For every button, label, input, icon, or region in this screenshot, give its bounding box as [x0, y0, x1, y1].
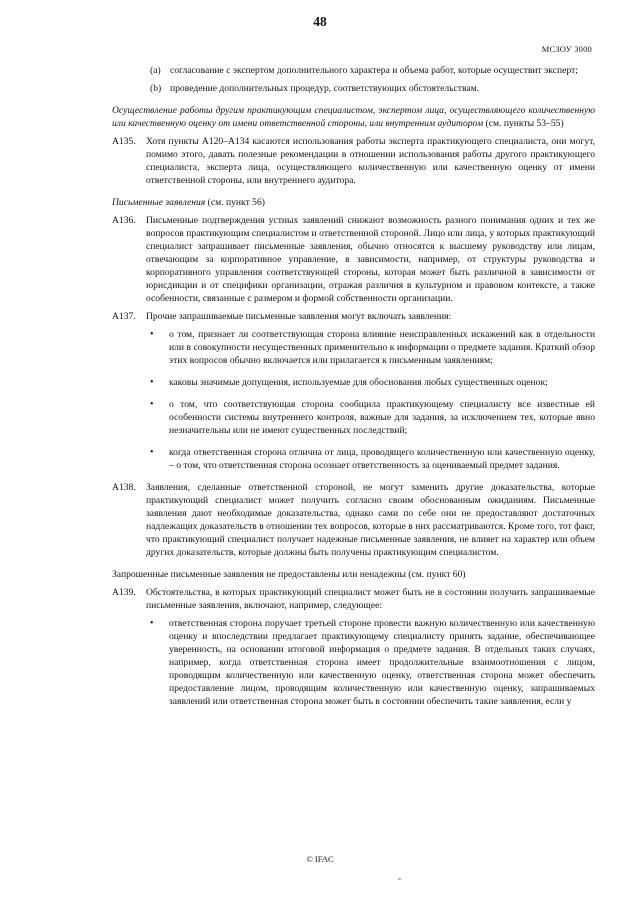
paragraph-a138	[112, 481, 595, 559]
section-heading-representations-not-provided	[112, 568, 595, 581]
list-item	[112, 617, 595, 708]
paragraph-text: Прочие запрашиваемые письменные заявления могут включать заявления:	[146, 311, 452, 322]
bullet-list-a139	[112, 617, 595, 708]
section-ref: (см. пункт 56)	[205, 197, 265, 208]
paragraph-text: Хотя пункты A120–A134 касаются использования работы эксперта практикующего специалиста, они могут, помимо этого, давать полезные рекомендации в отношении использования работы другого практикующего специалиста, эксперта лица, осуществляющего количественную или качественную оценку от имени ответственной стороны, или внутреннего аудитора.	[146, 136, 595, 186]
bullet-text: ответственная сторона поручает третьей стороне провести важную количественную или качественную оценку и впоследствии предлагает практикующему специалисту принять задание, обеспечивающее уверенность, на основании итоговой информация о предмете задания. В отдельных таких случаях, например, когда ответственная сторона имеет продолжительные взаимоотношения с лицом, проводящим количественную или качественную оценку, ответственная сторона может обеспечить предоставление лицом, проводящим количественную или качественную оценку, запрашиваемых заявлений или ответственная сторона может быть в состоянии обеспечить такие заявления, если у	[169, 618, 595, 707]
bullet-icon: •	[150, 377, 154, 388]
list-item-a	[112, 64, 595, 77]
list-item	[112, 328, 595, 367]
item-text: согласование с экспертом дополнительного характера и объема работ, которые осуществит эксперт;	[170, 65, 578, 76]
page-number: 48	[313, 14, 327, 29]
section-title: Осуществление работы другим практикующим специалистом, экспертом лица, осуществляющего количественную или качественную оценку от имени ответственной стороны, или внутренним аудитором	[112, 105, 595, 129]
bullet-text: о том, признает ли соответствующая сторона влияние неисправленных искажений как в отдельности или в совокупности несущественных применительно к информации о предмете задания. Краткий обзор этих вопросов обычно включается или прилагается к письменным заявлениям;	[169, 329, 595, 366]
page-content	[112, 64, 595, 717]
item-label: (a)	[150, 65, 161, 76]
paragraph-number: A135.	[112, 136, 136, 147]
bullet-icon: •	[150, 399, 154, 410]
document-code: МСЗОУ 3000	[541, 44, 592, 54]
scan-speck	[398, 878, 401, 880]
section-title: Письменные заявления	[112, 197, 206, 208]
list-item	[112, 446, 595, 472]
footer-copyright: © IFAC	[306, 854, 334, 864]
bullet-icon: •	[150, 447, 154, 458]
item-label: (b)	[150, 83, 162, 94]
paragraph-text: Обстоятельства, в которых практикующий специалист может быть не в состоянии получить запрашиваемые письменные заявления, включают, например, следующее:	[146, 587, 595, 611]
list-item	[112, 376, 595, 389]
paragraph-number: A139.	[112, 587, 136, 598]
paragraph-number: A138.	[112, 482, 136, 493]
list-item	[112, 398, 595, 437]
bullet-icon: •	[150, 618, 154, 629]
bullet-text: о том, что соответствующая сторона сообщила практикующему специалисту все известные ей особенности системы внутреннего контроля, важные для задания, за исключением тех, которые явно незначительны или не имеют существенных последствий;	[169, 399, 595, 436]
paragraph-number: A137.	[112, 311, 136, 322]
paragraph-a135	[112, 135, 595, 187]
section-ref: (см. пункты 53–55)	[483, 118, 564, 129]
bullet-text: каковы значимые допущения, используемые для обоснования любых существенных оценок;	[169, 377, 548, 388]
paragraph-a137	[112, 310, 595, 323]
list-item-b	[112, 82, 595, 95]
section-title: Запрошенные письменные заявления не предоставлены или ненадежны (см. пункт 60)	[112, 569, 466, 580]
paragraph-text: Заявления, сделанные ответственной стороной, не могут заменить другие доказательства, которые практикующий специалист может получить согласно своим обоснованным ожиданиям. Письменные заявления дают необходимые доказательства, однако сами по себе они не предоставляют достаточных надлежащих доказательств в отношении тех вопросов, которые в них рассматриваются. Кроме того, тот факт, что практикующий специалист получает надежные письменные заявления, не влияет на характер или объем других доказательств, которые должны быть получены практикующим специалистом.	[146, 482, 595, 558]
bullet-icon: •	[150, 329, 154, 340]
paragraph-a136	[112, 214, 595, 305]
paragraph-number: A136.	[112, 215, 136, 226]
section-heading-other-practitioner	[112, 104, 595, 130]
item-text: проведение дополнительных процедур, соответствующих обстоятельствам.	[170, 83, 480, 94]
section-heading-written-representations	[112, 196, 595, 209]
bullet-list-a137	[112, 328, 595, 472]
paragraph-text: Письменные подтверждения устных заявлений снижают возможность разного понимания одних и тех же вопросов практикующим специалистом и ответственной стороной. Лицо или лица, у которых практикующий специалист запрашивает письменные заявления, обычно относятся к высшему руководству или лицам, отвечающим за корпоративное управление, в зависимости, например, от структуры руководства и корпоративного управления соответствующей стороны, которая может быть различной в зависимости от юрисдикции и от специфики организации, отражая различия в культурном и правовом контексте, а также особенности, связанные с размером и формой собственности организации.	[146, 215, 595, 304]
paragraph-a139	[112, 586, 595, 612]
bullet-text: когда ответственная сторона отлична от лица, проводящего количественную или качественную оценку, – о том, что ответственная сторона осознает ответственность за оцениваемый предмет задания.	[169, 447, 595, 471]
